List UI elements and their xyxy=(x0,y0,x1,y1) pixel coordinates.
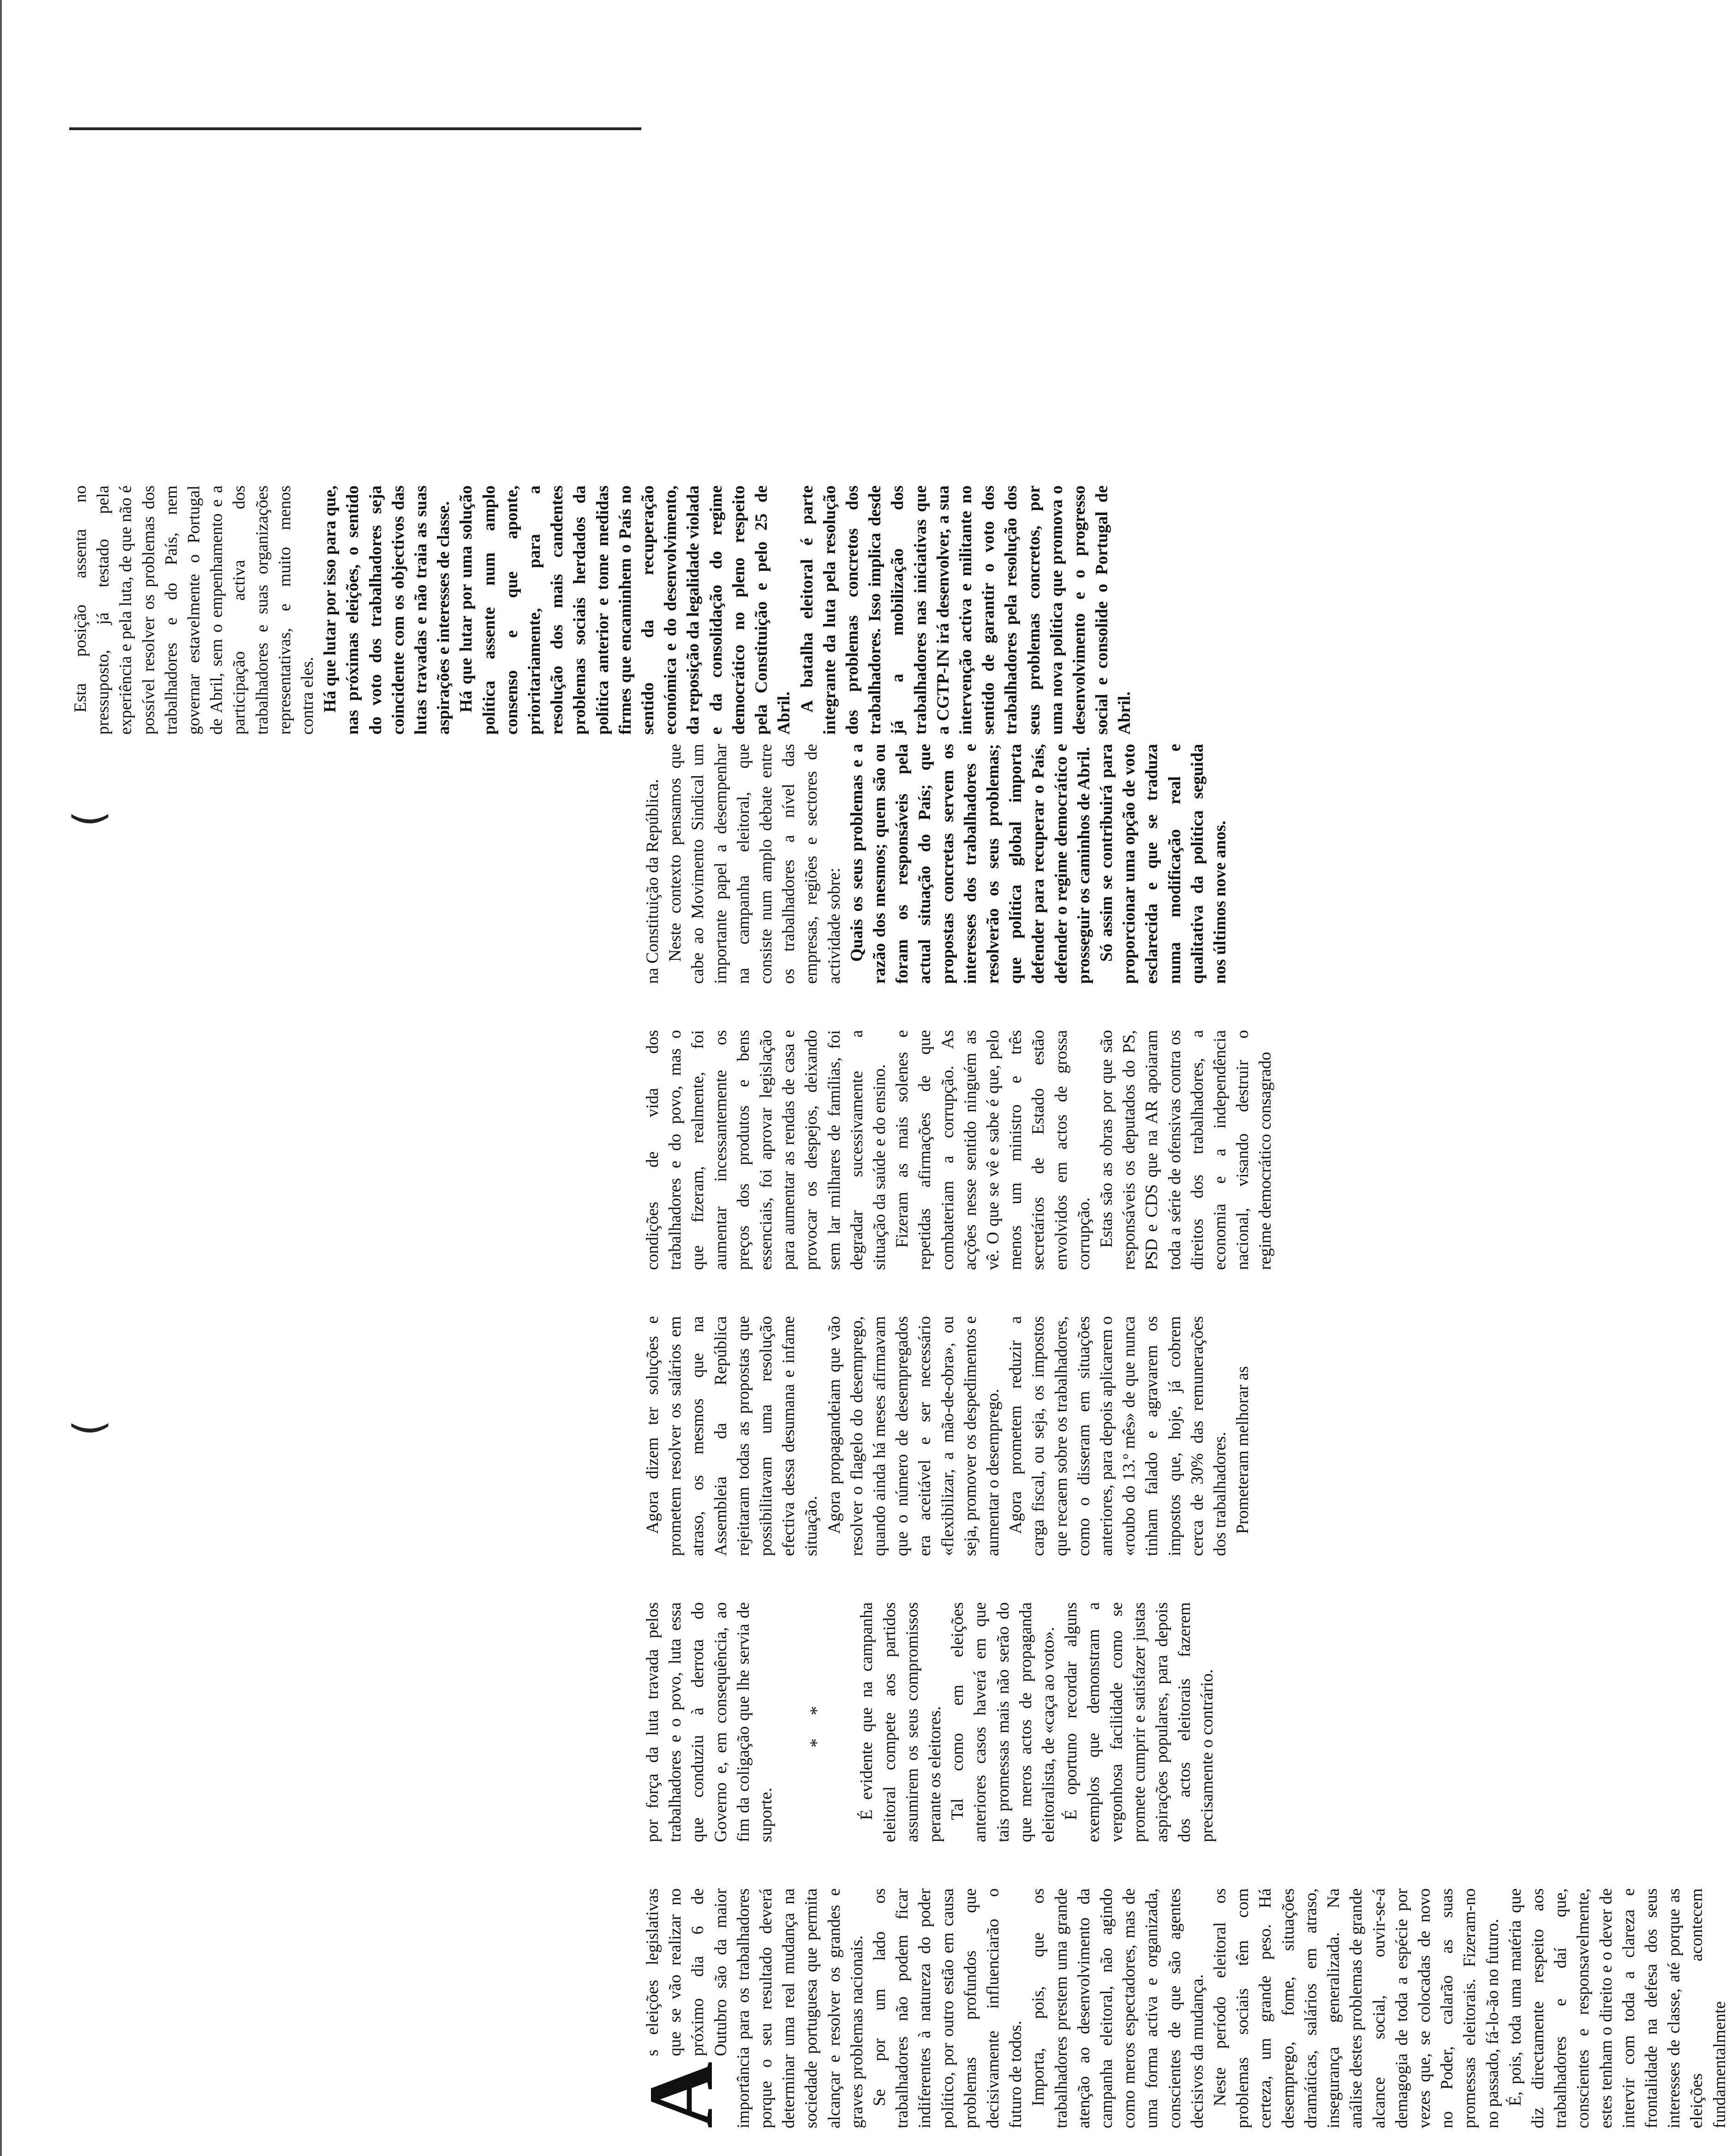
article-column-6 xyxy=(69,485,1134,735)
paragraph: A s eleições legislativas que se vão realizar no próximo dia 6 de Outubro são da maior importância para os trabalhadores porque o seu resultado deverá determinar uma real mudança na sociedade portuguesa que permita alcançar e resolver os grandes e graves problemas nacionais. xyxy=(630,1888,866,2128)
paragraph: Há que lutar por uma solução política assente num amplo consenso e que aponte, prioritariamente, para a resolução dos mais candentes problemas sociais herdados da política anterior e tome medidas firmes que encaminhem o País no sentido da recuperação económica e do desenvolvimento, da reposição da legalidade violada e da consolidação do regime democrático no pleno respeito pela Constituição e pelo 25 de Abril. xyxy=(457,485,794,735)
paragraph: Importa, pois, que os trabalhadores prestem uma grande atenção ao desenvolvimento da campanha eleitoral, não agindo como meros espectadores, mas de uma forma activa e organizada, conscientes de que são agentes decisivos da mudança. xyxy=(1029,1888,1207,2128)
article-column-2 xyxy=(641,1602,1486,1842)
binder-hole-mark: ( xyxy=(65,1419,113,1436)
column-end-rule xyxy=(69,127,641,130)
paragraph: Agora prometem reduzir a carga fiscal, ou seja, os impostos que recaem sobre os trabalhadores, como o disseram em situações anteriores, para depois aplicarem o «roubo do 13.º mês» de que nunca tinham falado e agravarem os impostos que, hoje, já cobrem cerca de 30% das remunerações dos trabalhadores. xyxy=(1006,1316,1230,1556)
paragraph: É oportuno recordar alguns exemplos que demonstram a vergonhosa facilidade como se promete cumprir e satisfazer justas aspirações populares, para depois dos actos eleitorais fazerem precisamente o contrário. xyxy=(1062,1602,1217,1842)
section-break: * * xyxy=(806,1697,827,1748)
article-column-5 xyxy=(641,744,1486,984)
paragraph: Agora propagandeiam que vão resolver o flagelo do desemprego, quando ainda há meses afirmavam que o número de desempregados era aceitável e ser necessário «flexibilizar, a mão-de-obra», ou seja, promover os despedimentos e aumentar o desemprego. xyxy=(824,1316,1003,1556)
paragraph: condições de vida dos trabalhadores e do povo, mas o que fizeram, realmente, foi aumentar incessantemente os preços dos produtos e bens essenciais, foi aprovar legislação para aumentar as rendas de casa e provocar os despejos, deixando sem lar milhares de famílias, foi degradar sucessivamente a situação da saúde e do ensino. xyxy=(643,1030,889,1270)
paragraph: Prometeram melhorar as xyxy=(1233,1366,1253,1534)
paragraph: Quais os seus problemas e a razão dos mesmos; quem são ou foram os responsáveis pela actual situação do País; que propostas concretas servem os interesses dos trabalhadores e resolverão os seus problemas; que política global importa defender para recuperar o País, defender o regime democrático e prosseguir os caminhos de Abril. xyxy=(847,744,1093,984)
binder-hole-mark: ( xyxy=(65,810,113,827)
paragraph: Tal como em eleições anteriores casos haverá em que tais promessas mais não serão do que meros actos de propaganda eleitoralista, de «caça ao voto». xyxy=(948,1602,1058,1842)
paragraph: Neste período eleitoral os problemas sociais têm com certeza, um grande peso. Há desemprego, fome, situações dramáticas, salários em atraso, insegurança generalizada. Na análise destes problemas de grande alcance social, ouvir-se-á demagogia de toda a espécie por vezes que, se colocadas de novo no Poder, calarão as suas promessas eleitorais. Fizeram-no no passado, fá-lo-ão no futuro. xyxy=(1211,1888,1502,2128)
paragraph: Neste contexto pensamos que cabe ao Movimento Sindical um importante papel a desempenhar na campanha eleitoral, que consiste num amplo debate entre os trabalhadores a nível das empresas, regiões e sectores de actividade sobre: xyxy=(666,744,844,984)
paragraph: Só assim se contribuirá para proporcionar uma opção de voto esclarecida e que se traduza numa modificação real e qualitativa da política seguida nos últimos nove anos. xyxy=(1097,744,1230,984)
article-column-4 xyxy=(641,1030,1486,1270)
drop-cap: A xyxy=(630,2061,732,2128)
paragraph: É, pois, toda uma matéria que diz directamente respeito aos trabalhadores e daí que, conscientes e responsavelmente, estes tenham o direito e o dever de intervir com toda a clareza e frontalidade na defesa dos seus interesses de classe, até porque as eleições acontecem fundamentalmente xyxy=(1505,1888,1729,2128)
paragraph: Esta posição assenta no pressuposto, já testado pela experiência e pela luta, de que não é possível resolver os problemas dos trabalhadores e do País, nem governar estavelmente o Portugal de Abril, sem o empenhamento e a participação activa dos trabalhadores e suas organizações representativas, e muito menos contra eles. xyxy=(71,485,317,735)
paragraph: Agora dizem ter soluções e prometem resolver os salários em atraso, os mesmos que na Assembleia da República rejeitaram todas as propostas que possibilitavam uma resolução efectiva dessa desumana e infame situação. xyxy=(643,1316,821,1556)
paragraph: na Constituição da República. xyxy=(643,779,662,984)
paragraph: Fizeram as mais solenes e repetidas afirmações de que combateriam a corrupção. As acções nesse sentido ninguém as vê. O que se vê e sabe é que, pelo menos um ministro e três secretários de Estado estão envolvidos em actos de grossa corrupção. xyxy=(893,1030,1093,1270)
paragraph: Estas são as obras por que são responsáveis os deputados do PS, PSD e CDS que na AR apoiaram toda a série de ofensivas contra os direitos dos trabalhadores, a economia e a independência nacional, visando destruir o regime democrático consagrado xyxy=(1097,1030,1275,1270)
paragraph: Há que lutar por isso para que, nas próximas eleições, o sentido do voto dos trabalhadores seja coincidente com os objectivos das lutas travadas e não traia as suas aspirações e interesses de classe. xyxy=(321,485,454,735)
paragraph: por força da luta travada pelos trabalhadores e o povo, luta essa que conduziu à derrota do Governo e, em consequência, ao fim da coligação que lhe servia de suporte. xyxy=(643,1602,776,1842)
paragraph: Se por um lado os trabalhadores não podem ficar indiferentes à natureza do poder político, por outro estão em causa problemas profundos que decisivamente influenciarão o futuro de todos. xyxy=(870,1888,1026,2128)
article-column-1 xyxy=(630,1888,1729,2128)
article-column-3 xyxy=(641,1316,1486,1556)
paragraph: É evidente que na campanha eleitoral compete aos partidos assumirem os seus compromissos perante os eleitores. xyxy=(857,1602,945,1842)
top-rule xyxy=(0,0,2,2156)
paragraph: A batalha eleitoral é parte integrante da luta pela resolução dos problemas concretos dos trabalhadores. Isso implica desde já a mobilização dos trabalhadores nas iniciativas que a CGTP-IN irá desenvolver, a sua intervenção activa e militante no sentido de garantir o voto dos trabalhadores pela resolução dos seus problemas concretos, por uma nova política que promova o desenvolvimento e o progresso social e consolide o Portugal de Abril. xyxy=(797,485,1134,735)
